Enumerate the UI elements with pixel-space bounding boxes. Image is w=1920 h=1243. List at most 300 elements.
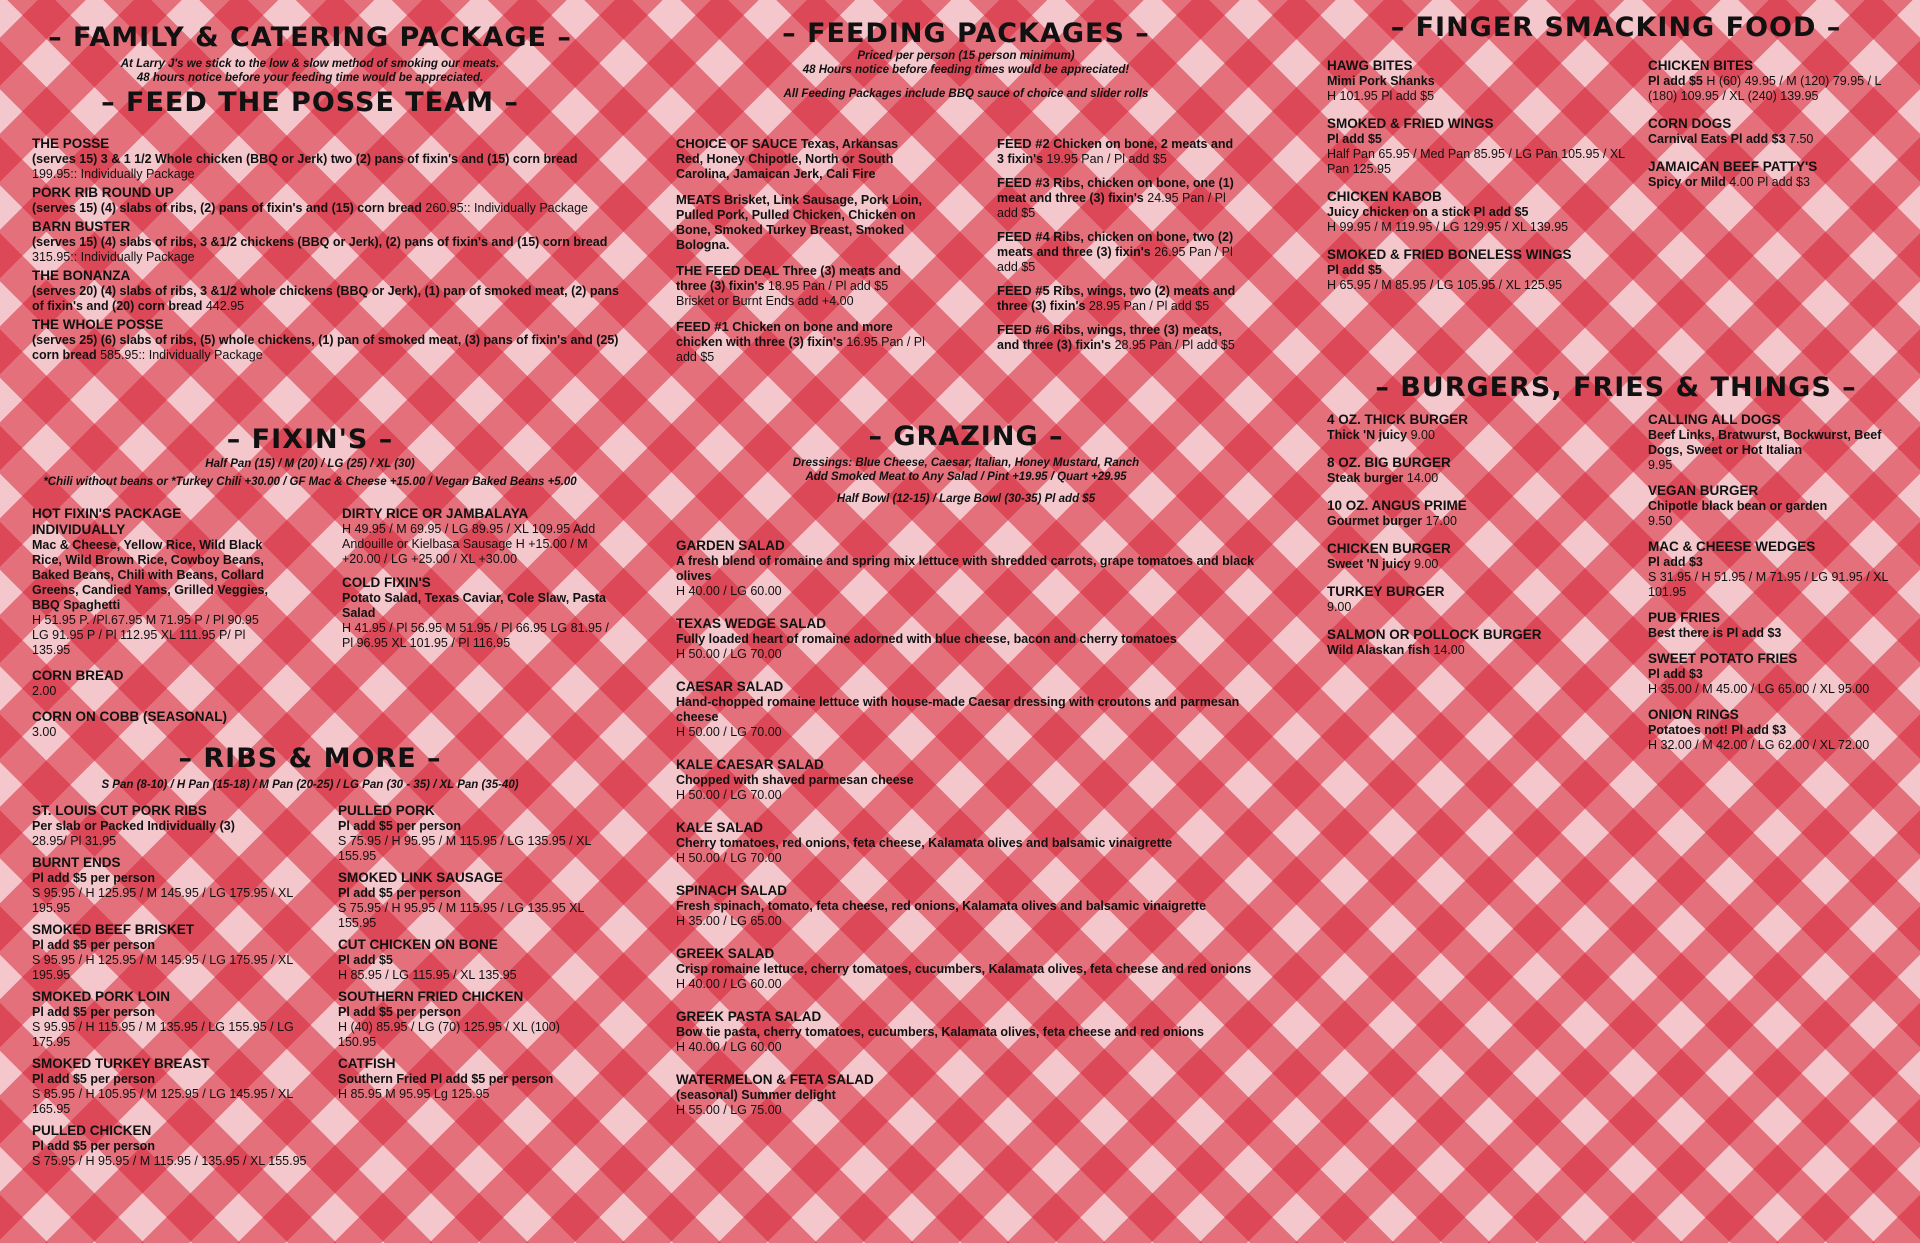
- menu-item-desc: Three (3) meats and three (3) fixin's: [676, 264, 901, 293]
- menu-item: [1327, 58, 1627, 104]
- menu-item-name: CHOICE OF SAUCE: [676, 136, 798, 151]
- menu-item-desc: Potatoes not! Pl add $3: [1648, 723, 1787, 737]
- menu-item-price: H 101.95 Pl add $5: [1327, 89, 1435, 103]
- menu-item-price: 28.95 Pan / Pl add $5: [1114, 338, 1235, 352]
- ribs-section: [30, 743, 590, 792]
- menu-item-detail: [32, 538, 272, 613]
- menu-item-desc: Beef Links, Bratwurst, Bockwurst, Beef Dogs, Sweet or Hot Italian: [1648, 428, 1882, 457]
- menu-item: [676, 192, 926, 253]
- menu-item-desc: Steak burger: [1327, 471, 1404, 485]
- menu-item-name: FEED #6: [997, 322, 1050, 337]
- menu-item-desc: Texas, Arkansas Red, Honey Chipotle, North or South Carolina, Jamaican Jerk, Cali Fire: [676, 137, 899, 181]
- menu-item-name: TURKEY BURGER: [1327, 584, 1445, 599]
- menu-item-name: THE WHOLE POSSE: [32, 317, 164, 332]
- menu-item-name: HOT FIXIN'S PACKAGE INDIVIDUALLY: [32, 506, 182, 537]
- menu-item: [338, 937, 598, 983]
- menu-item-price: H 50.00 / LG 70.00: [676, 647, 782, 661]
- menu-item-price: H 32.00 / M 42.00 / LG 62.00 / XL 72.00: [1648, 738, 1870, 752]
- menu-item-name: GARDEN SALAD: [676, 538, 785, 553]
- menu-item-price: S 95.95 / H 125.95 / M 145.95 / LG 175.95 / XL 195.95: [32, 953, 293, 982]
- menu-item-name: CALLING ALL DOGS: [1648, 412, 1781, 427]
- menu-item-name: MAC & CHEESE WEDGES: [1648, 539, 1816, 554]
- menu-item-detail: [676, 773, 1256, 788]
- menu-item-price: 7.50: [1789, 132, 1814, 146]
- feeding-note-2: 48 Hours notice before feeding times would be appreciated!: [802, 64, 1130, 76]
- ribs-left-list: [32, 803, 312, 1175]
- menu-item-name: SMOKED & FRIED BONELESS WINGS: [1327, 247, 1572, 262]
- menu-item-desc: Chipotle black bean or garden: [1648, 499, 1828, 513]
- menu-item-desc: Pl add $5 per person: [32, 1005, 155, 1019]
- menu-item-name: CUT CHICKEN ON BONE: [338, 937, 498, 952]
- menu-item-desc: Mimi Pork Shanks: [1327, 74, 1435, 88]
- menu-item-desc: Pl add $5: [338, 953, 393, 967]
- menu-item-name: PORK RIB ROUND UP: [32, 185, 174, 200]
- family-note-2: 48 hours notice before your feeding time would be appreciated.: [136, 72, 484, 84]
- menu-item-price: H 49.95 / M 69.95 / LG 89.95 / XL 109.95 Add Andouille or Kielbasa Sausage H +15.00 / M +20.00 / LG +25.00 / XL +30.00: [342, 522, 596, 566]
- menu-item-detail: [1327, 132, 1627, 147]
- menu-item-name: SMOKED PORK LOIN: [32, 989, 171, 1004]
- menu-item-name: DIRTY RICE OR JAMBALAYA: [342, 506, 529, 521]
- menu-item-desc: Ribs, wings, three (3) meats, and three (3) fixin's: [997, 323, 1223, 352]
- menu-item-detail: [32, 333, 622, 363]
- menu-item-detail: [676, 962, 1256, 977]
- menu-item-price: H 41.95 / Pl 56.95 M 51.95 / Pl 66.95 LG 81.95 / Pl 96.95 XL 101.95 / Pl 116.95: [342, 621, 609, 650]
- menu-item-detail: [1327, 471, 1627, 486]
- menu-item-price: 14.00: [1433, 643, 1465, 657]
- burgers-right-list: [1648, 412, 1898, 763]
- menu-item-desc: Pl add $5 per person: [338, 819, 461, 833]
- menu-item-price: 315.95:: Individually Package: [32, 250, 195, 264]
- menu-item-price: H 50.00 / LG 70.00: [676, 851, 782, 865]
- menu-item-detail: [338, 886, 598, 901]
- menu-item: [676, 616, 1256, 662]
- menu-item-price: S 95.95 / H 125.95 / M 145.95 / LG 175.95 / XL 195.95: [32, 886, 293, 915]
- menu-item-name: CORN ON COBB (SEASONAL): [32, 709, 227, 724]
- menu-item-detail: [338, 953, 598, 968]
- menu-item-price: H 85.95 M 95.95 Lg 125.95: [338, 1087, 490, 1101]
- menu-item-desc: Best there is Pl add $3: [1648, 626, 1782, 640]
- menu-item-desc: Pl add $5: [1327, 132, 1382, 146]
- menu-item-detail: [1648, 499, 1898, 514]
- grazing-title: – GRAZING –: [868, 421, 1064, 452]
- menu-item-desc: Bow tie pasta, cherry tomatoes, cucumbers, Kalamata olives, feta cheese and red onions: [676, 1025, 1204, 1039]
- menu-item-detail: [32, 152, 622, 182]
- menu-item-detail: [1648, 74, 1898, 104]
- menu-item-price: 4.00 Pl add $3: [1729, 175, 1810, 189]
- menu-item-text: [997, 322, 1242, 353]
- menu-item-price: H 50.00 / LG 70.00: [676, 725, 782, 739]
- menu-item-detail: [1648, 428, 1898, 458]
- menu-item: [1327, 412, 1627, 443]
- menu-item: [32, 268, 622, 314]
- menu-item: [997, 136, 1242, 167]
- menu-item: [338, 870, 598, 931]
- menu-item-detail: [1648, 723, 1898, 738]
- menu-item-name: SALMON OR POLLOCK BURGER: [1327, 627, 1542, 642]
- menu-item-name: SMOKED TURKEY BREAST: [32, 1056, 210, 1071]
- menu-item-price: H 40.00 / LG 60.00: [676, 1040, 782, 1054]
- menu-item-name: VEGAN BURGER: [1648, 483, 1759, 498]
- menu-item: [676, 883, 1256, 929]
- menu-item-name: FEED #5: [997, 283, 1050, 298]
- menu-item-name: COLD FIXIN'S: [342, 575, 431, 590]
- menu-item-desc: Cherry tomatoes, red onions, feta cheese, Kalamata olives and balsamic vinaigrette: [676, 836, 1173, 850]
- menu-item-name: CORN DOGS: [1648, 116, 1732, 131]
- menu-item-detail: [676, 695, 1256, 725]
- feeding-right-list: [997, 136, 1242, 361]
- menu-item: [32, 185, 622, 216]
- menu-item-name: SMOKED LINK SAUSAGE: [338, 870, 504, 885]
- menu-item-name: WATERMELON & FETA SALAD: [676, 1072, 874, 1087]
- menu-item-name: 8 OZ. BIG BURGER: [1327, 455, 1451, 470]
- menu-item-name: SPINACH SALAD: [676, 883, 788, 898]
- fixins-section: [30, 424, 590, 489]
- menu-item-price: H 35.00 / LG 65.00: [676, 914, 782, 928]
- menu-item-detail: [32, 235, 622, 265]
- menu-item-price: S 75.95 / H 95.95 / M 115.95 / 135.95 / XL 155.95: [32, 1154, 307, 1168]
- menu-item-price: H (60) 49.95 / M (120) 79.95 / L (180) 109.95 / XL (240) 139.95: [1648, 74, 1882, 103]
- menu-item: [32, 709, 272, 740]
- menu-item-text: [676, 136, 926, 182]
- menu-item-price: H 99.95 / M 119.95 / LG 129.95 / XL 139.95: [1327, 220, 1569, 234]
- menu-item-name: FEED #1: [676, 319, 729, 334]
- menu-item-desc: Ribs, chicken on bone, one (1) meat and three (3) fixin's: [997, 176, 1234, 205]
- menu-item-detail: [1648, 555, 1898, 570]
- menu-item-detail: [32, 938, 312, 953]
- grazing-section: [676, 421, 1256, 506]
- menu-item: [676, 946, 1256, 992]
- menu-item-desc: Pl add $5 per person: [338, 886, 461, 900]
- ribs-note: S Pan (8-10) / H Pan (15-18) / M Pan (20-25) / LG Pan (30 - 35) / XL Pan (35-40): [101, 779, 519, 791]
- menu-item-price: 19.95 Pan / Pl add $5: [1046, 152, 1167, 166]
- grazing-note-2: Add Smoked Meat to Any Salad / Pint +19.95 / Quart +29.95: [805, 471, 1127, 483]
- menu-item-desc: Potato Salad, Texas Caviar, Cole Slaw, Pasta Salad: [342, 591, 607, 620]
- grazing-list: [676, 538, 1256, 1135]
- posse-title: – FEED THE POSSE TEAM –: [101, 87, 519, 118]
- menu-item-detail: [32, 1139, 312, 1154]
- menu-item-detail: [32, 1072, 312, 1087]
- grazing-note-3: Half Bowl (12-15) / Large Bowl (30-35) Pl add $5: [836, 493, 1096, 505]
- menu-item-desc: (serves 15) 3 & 1 1/2 Whole chicken (BBQ or Jerk) two (2) pans of fixin's and (15) corn bread: [32, 152, 578, 166]
- menu-item-name: THE FEED DEAL: [676, 263, 780, 278]
- grazing-note-1: Dressings: Blue Cheese, Caesar, Italian, Honey Mustard, Ranch: [792, 457, 1140, 469]
- menu-item-detail: [32, 284, 622, 314]
- menu-item-desc: Gourmet burger: [1327, 514, 1423, 528]
- menu-item-detail: [1648, 667, 1898, 682]
- menu-item-price: 28.95/ Pl 31.95: [32, 834, 117, 848]
- ribs-right-list: [338, 803, 598, 1108]
- menu-item-price: H 50.00 / LG 70.00: [676, 788, 782, 802]
- menu-item-desc: Juicy chicken on a stick Pl add $5: [1327, 205, 1529, 219]
- menu-item-price: 14.00: [1406, 471, 1439, 485]
- menu-item-name: BARN BUSTER: [32, 219, 131, 234]
- menu-item-text: [676, 263, 926, 309]
- family-package-section: [30, 22, 590, 118]
- menu-item-desc: Pl add $5: [1327, 263, 1382, 277]
- menu-item-name: ONION RINGS: [1648, 707, 1739, 722]
- menu-item: [1648, 610, 1898, 641]
- menu-item-detail: [676, 632, 1256, 647]
- menu-item: [676, 136, 926, 182]
- menu-item-name: GREEK PASTA SALAD: [676, 1009, 822, 1024]
- family-package-title: – FAMILY & CATERING PACKAGE –: [48, 22, 572, 53]
- menu-item-name: SOUTHERN FRIED CHICKEN: [338, 989, 524, 1004]
- menu-item-text: [676, 319, 926, 365]
- fixins-left-list: [32, 506, 272, 750]
- menu-item: [338, 1056, 598, 1102]
- menu-item: [997, 283, 1242, 314]
- menu-item-price: H (40) 85.95 / LG (70) 125.95 / XL (100) 150.95: [338, 1020, 560, 1049]
- menu-item-price: 9.50: [1648, 514, 1673, 528]
- menu-item-name: CHICKEN BITES: [1648, 58, 1754, 73]
- menu-item-desc: Crisp romaine lettuce, cherry tomatoes, cucumbers, Kalamata olives, feta cheese and red onions: [676, 962, 1252, 976]
- menu-item-name: CAESAR SALAD: [676, 679, 784, 694]
- posse-list: [32, 136, 622, 366]
- menu-item-desc: (serves 15) (4) slabs of ribs, 3 &1/2 chickens (BBQ or Jerk), (2) pans of fixin's and (15) corn bread: [32, 235, 608, 249]
- menu-item-text: [676, 192, 926, 253]
- menu-item-desc: Ribs, chicken on bone, two (2) meats and three (3) fixin's: [997, 230, 1234, 259]
- menu-item: [1648, 539, 1898, 600]
- menu-item-text: [997, 229, 1242, 275]
- menu-item-desc: Chicken on bone, 2 meats and 3 fixin's: [997, 137, 1234, 166]
- finger-title: – FINGER SMACKING FOOD –: [1390, 12, 1842, 43]
- menu-item: [676, 1009, 1256, 1055]
- menu-item-detail: [338, 819, 598, 834]
- menu-item-price: S 85.95 / H 105.95 / M 125.95 / LG 145.95 / XL 165.95: [32, 1087, 293, 1116]
- menu-item-price: 26.95 Pan / Pl add $5: [997, 245, 1233, 274]
- menu-item-name: SMOKED BEEF BRISKET: [32, 922, 195, 937]
- menu-item: [676, 319, 926, 365]
- menu-item-price: H 55.00 / LG 75.00: [676, 1103, 782, 1117]
- menu-item-desc: Per slab or Packed Individually (3): [32, 819, 235, 833]
- menu-item-price: 3.00: [32, 725, 57, 739]
- feeding-left-list: [676, 136, 926, 375]
- menu-item-name: BURNT ENDS: [32, 855, 121, 870]
- menu-item: [1648, 651, 1898, 697]
- menu-item-price: 2.00: [32, 684, 57, 698]
- ribs-title: – RIBS & MORE –: [178, 743, 442, 774]
- menu-item-desc: Pl add $5: [1648, 74, 1703, 88]
- menu-item-desc: Spicy or Mild: [1648, 175, 1726, 189]
- menu-item-price: 585.95:: Individually Package: [100, 348, 263, 362]
- menu-item: [1648, 159, 1898, 190]
- menu-item-detail: [1327, 428, 1627, 443]
- menu-item: [997, 229, 1242, 275]
- menu-item-name: KALE CAESAR SALAD: [676, 757, 824, 772]
- menu-item-detail: [676, 836, 1256, 851]
- menu-item-price: H 40.00 / LG 60.00: [676, 977, 782, 991]
- menu-item-name: PULLED PORK: [338, 803, 435, 818]
- menu-item: [676, 820, 1256, 866]
- feeding-note-1: Priced per person (15 person minimum): [857, 50, 1075, 62]
- menu-item: [1648, 58, 1898, 104]
- menu-item-desc: Hand-chopped romaine lettuce with house-made Caesar dressing with croutons and parmesan cheese: [676, 695, 1240, 724]
- burgers-title: – BURGERS, FRIES & THINGS –: [1375, 372, 1857, 403]
- menu-item-desc: (serves 25) (6) slabs of ribs, (5) whole chickens, (1) pan of smoked meat, (3) pans of fixin's and (25) corn bread: [32, 333, 619, 362]
- menu-item-detail: [1327, 514, 1627, 529]
- menu-item-desc: (serves 20) (4) slabs of ribs, 3 &1/2 whole chickens (BBQ or Jerk), (1) pan of smoked meat, (2) pans of fixin's and (20) corn bread: [32, 284, 619, 313]
- menu-item-price: 9.95: [1648, 458, 1673, 472]
- menu-item-name: GREEK SALAD: [676, 946, 775, 961]
- menu-item-price: 260.95:: Individually Package: [425, 201, 588, 215]
- feeding-section: [676, 18, 1256, 101]
- menu-item: [997, 322, 1242, 353]
- menu-item: [676, 538, 1256, 599]
- menu-item: [1327, 116, 1627, 177]
- menu-item-detail: [32, 201, 622, 216]
- menu-item-detail: [338, 1005, 598, 1020]
- menu-item: [342, 575, 612, 651]
- menu-item-detail: [32, 1005, 312, 1020]
- menu-item: [32, 803, 312, 849]
- menu-item-detail: [676, 554, 1256, 584]
- menu-item-desc: Pl add $5 per person: [32, 871, 155, 885]
- menu-item-price: 17.00: [1425, 514, 1457, 528]
- menu-item-name: TEXAS WEDGE SALAD: [676, 616, 827, 631]
- menu-item-price: S 31.95 / H 51.95 / M 71.95 / LG 91.95 / XL 101.95: [1648, 570, 1888, 599]
- menu-item-price: 9.00: [1410, 428, 1435, 442]
- menu-item: [676, 679, 1256, 740]
- fixins-note-1: Half Pan (15) / M (20) / LG (25) / XL (30): [205, 458, 415, 470]
- menu-item-name: FEED #2: [997, 136, 1050, 151]
- menu-item-name: JAMAICAN BEEF PATTY'S: [1648, 159, 1818, 174]
- menu-item: [1648, 483, 1898, 529]
- menu-item-detail: [32, 819, 312, 834]
- menu-item-name: PULLED CHICKEN: [32, 1123, 152, 1138]
- menu-item-detail: [1648, 626, 1898, 641]
- menu-item-price: 9.00: [1327, 600, 1352, 614]
- menu-item: [32, 922, 312, 983]
- menu-item-name: THE POSSE: [32, 136, 110, 151]
- menu-item: [32, 855, 312, 916]
- menu-item-detail: [676, 1025, 1256, 1040]
- menu-item: [32, 136, 622, 182]
- menu-item-name: FEED #3: [997, 175, 1050, 190]
- family-note-1: At Larry J's we stick to the low & slow method of smoking our meats.: [120, 58, 500, 70]
- menu-item-desc: (seasonal) Summer delight: [676, 1088, 836, 1102]
- menu-item-price: 18.95 Pan / Pl add $5 Brisket or Burnt Ends add +4.00: [676, 279, 889, 308]
- menu-item: [1327, 189, 1627, 235]
- menu-item-price: 24.95 Pan / Pl add $5: [997, 191, 1226, 220]
- menu-item: [338, 803, 598, 864]
- menu-item: [342, 506, 612, 567]
- menu-item-name: SWEET POTATO FRIES: [1648, 651, 1798, 666]
- menu-item: [32, 219, 622, 265]
- menu-item: [32, 668, 272, 699]
- menu-item-name: FEED #4: [997, 229, 1050, 244]
- menu-item-name: KALE SALAD: [676, 820, 763, 835]
- menu-item-name: THE BONANZA: [32, 268, 131, 283]
- menu-item-price: S 95.95 / H 115.95 / M 135.95 / LG 155.95 / LG 175.95: [32, 1020, 294, 1049]
- menu-item-name: PUB FRIES: [1648, 610, 1721, 625]
- menu-item-desc: (serves 15) (4) slabs of ribs, (2) pans of fixin's and (15) corn bread: [32, 201, 422, 215]
- menu-item-price: 16.95 Pan / Pl add $5: [676, 335, 925, 364]
- menu-item-price: S 75.95 / H 95.95 / M 115.95 / LG 135.95 XL 155.95: [338, 901, 584, 930]
- menu-item-text: [997, 136, 1242, 167]
- menu-item: [1327, 247, 1627, 293]
- menu-item-price: H 65.95 / M 85.95 / LG 105.95 / XL 125.95: [1327, 278, 1563, 292]
- menu-item-price: H 51.95 P. /Pl.67.95 M 71.95 P / Pl 90.95 LG 91.95 P / Pl 112.95 XL 111.95 P/ Pl 135.95: [32, 613, 259, 657]
- menu-item-desc: Thick 'N juicy: [1327, 428, 1408, 442]
- menu-item-desc: Brisket, Link Sausage, Pork Loin, Pulled Pork, Pulled Chicken, Chicken on Bone, Smoked Turkey Breast, Smoked Bologna.: [676, 193, 923, 252]
- menu-item-desc: Chopped with shaved parmesan cheese: [676, 773, 914, 787]
- menu-item-name: 4 OZ. THICK BURGER: [1327, 412, 1469, 427]
- menu-item-detail: [1327, 74, 1627, 89]
- menu-item-desc: Pl add $5 per person: [338, 1005, 461, 1019]
- menu-item: [32, 1056, 312, 1117]
- menu-item-text: [997, 175, 1242, 221]
- finger-right-list: [1648, 58, 1898, 202]
- menu-item-desc: Fresh spinach, tomato, feta cheese, red onions, Kalamata olives and balsamic vinaigrette: [676, 899, 1207, 913]
- menu-item-text: [997, 283, 1242, 314]
- menu-item-desc: Chicken on bone and more chicken with three (3) fixin's: [676, 320, 893, 349]
- menu-item-detail: [1327, 263, 1627, 278]
- menu-item-price: H 35.00 / M 45.00 / LG 65.00 / XL 95.00: [1648, 682, 1870, 696]
- menu-item-name: 10 OZ. ANGUS PRIME: [1327, 498, 1467, 513]
- menu-item-price: 28.95 Pan / Pl add $5: [1088, 299, 1210, 313]
- menu-item-desc: Pl add $5 per person: [32, 1072, 155, 1086]
- finger-left-list: [1327, 58, 1627, 305]
- menu-item-detail: [1327, 557, 1627, 572]
- menu-item-price: Half Pan 65.95 / Med Pan 85.95 / LG Pan 105.95 / XL Pan 125.95: [1327, 147, 1625, 176]
- menu-item-desc: Sweet 'N juicy: [1327, 557, 1411, 571]
- menu-item-desc: Fully loaded heart of romaine adorned with blue cheese, bacon and cherry tomatoes: [676, 632, 1177, 646]
- menu-item-name: CHICKEN KABOB: [1327, 189, 1442, 204]
- menu-item-name: CHICKEN BURGER: [1327, 541, 1451, 556]
- menu-item-desc: Wild Alaskan fish: [1327, 643, 1430, 657]
- menu-item-name: MEATS: [676, 192, 721, 207]
- menu-item-desc: Southern Fried Pl add $5 per person: [338, 1072, 554, 1086]
- menu-item: [1327, 627, 1627, 658]
- menu-item-name: ST. LOUIS CUT PORK RIBS: [32, 803, 207, 818]
- menu-item: [1327, 498, 1627, 529]
- menu-item-desc: Pl add $5 per person: [32, 938, 155, 952]
- menu-item: [32, 506, 272, 658]
- menu-item: [32, 317, 622, 363]
- menu-item-price: S 75.95 / H 95.95 / M 115.95 / LG 135.95 / XL 155.95: [338, 834, 591, 863]
- menu-item-detail: [1648, 132, 1898, 147]
- menu-item: [32, 989, 312, 1050]
- finger-section: [1316, 12, 1916, 43]
- menu-item-price: 9.00: [1414, 557, 1439, 571]
- menu-item-detail: [676, 899, 1256, 914]
- menu-item-name: HAWG BITES: [1327, 58, 1413, 73]
- fixins-right-list: [342, 506, 612, 659]
- menu-item-desc: Ribs, wings, two (2) meats and three (3) fixin's: [997, 284, 1236, 313]
- menu-item: [676, 263, 926, 309]
- fixins-title: – FIXIN'S –: [226, 424, 394, 455]
- menu-item: [338, 989, 598, 1050]
- menu-item: [1648, 116, 1898, 147]
- menu-item-price: H 85.95 / LG 115.95 / XL 135.95: [338, 968, 517, 982]
- menu-item-detail: [1327, 205, 1627, 220]
- menu-item-desc: A fresh blend of romaine and spring mix lettuce with shredded carrots, grape tomatoes and black olives: [676, 554, 1255, 583]
- menu-item-detail: [32, 871, 312, 886]
- menu-item: [1327, 584, 1627, 615]
- menu-item: [676, 1072, 1256, 1118]
- menu-item-detail: [1327, 600, 1627, 615]
- menu-item-desc: Carnival Eats Pl add $3: [1648, 132, 1786, 146]
- menu-item: [1327, 455, 1627, 486]
- feeding-title: – FEEDING PACKAGES –: [782, 18, 1150, 49]
- menu-item: [997, 175, 1242, 221]
- menu-item-name: CATFISH: [338, 1056, 396, 1071]
- menu-item-detail: [338, 1072, 598, 1087]
- menu-item-desc: Pl add $3: [1648, 555, 1703, 569]
- menu-item-detail: [1327, 643, 1627, 658]
- menu-item: [676, 757, 1256, 803]
- menu-item: [1648, 412, 1898, 473]
